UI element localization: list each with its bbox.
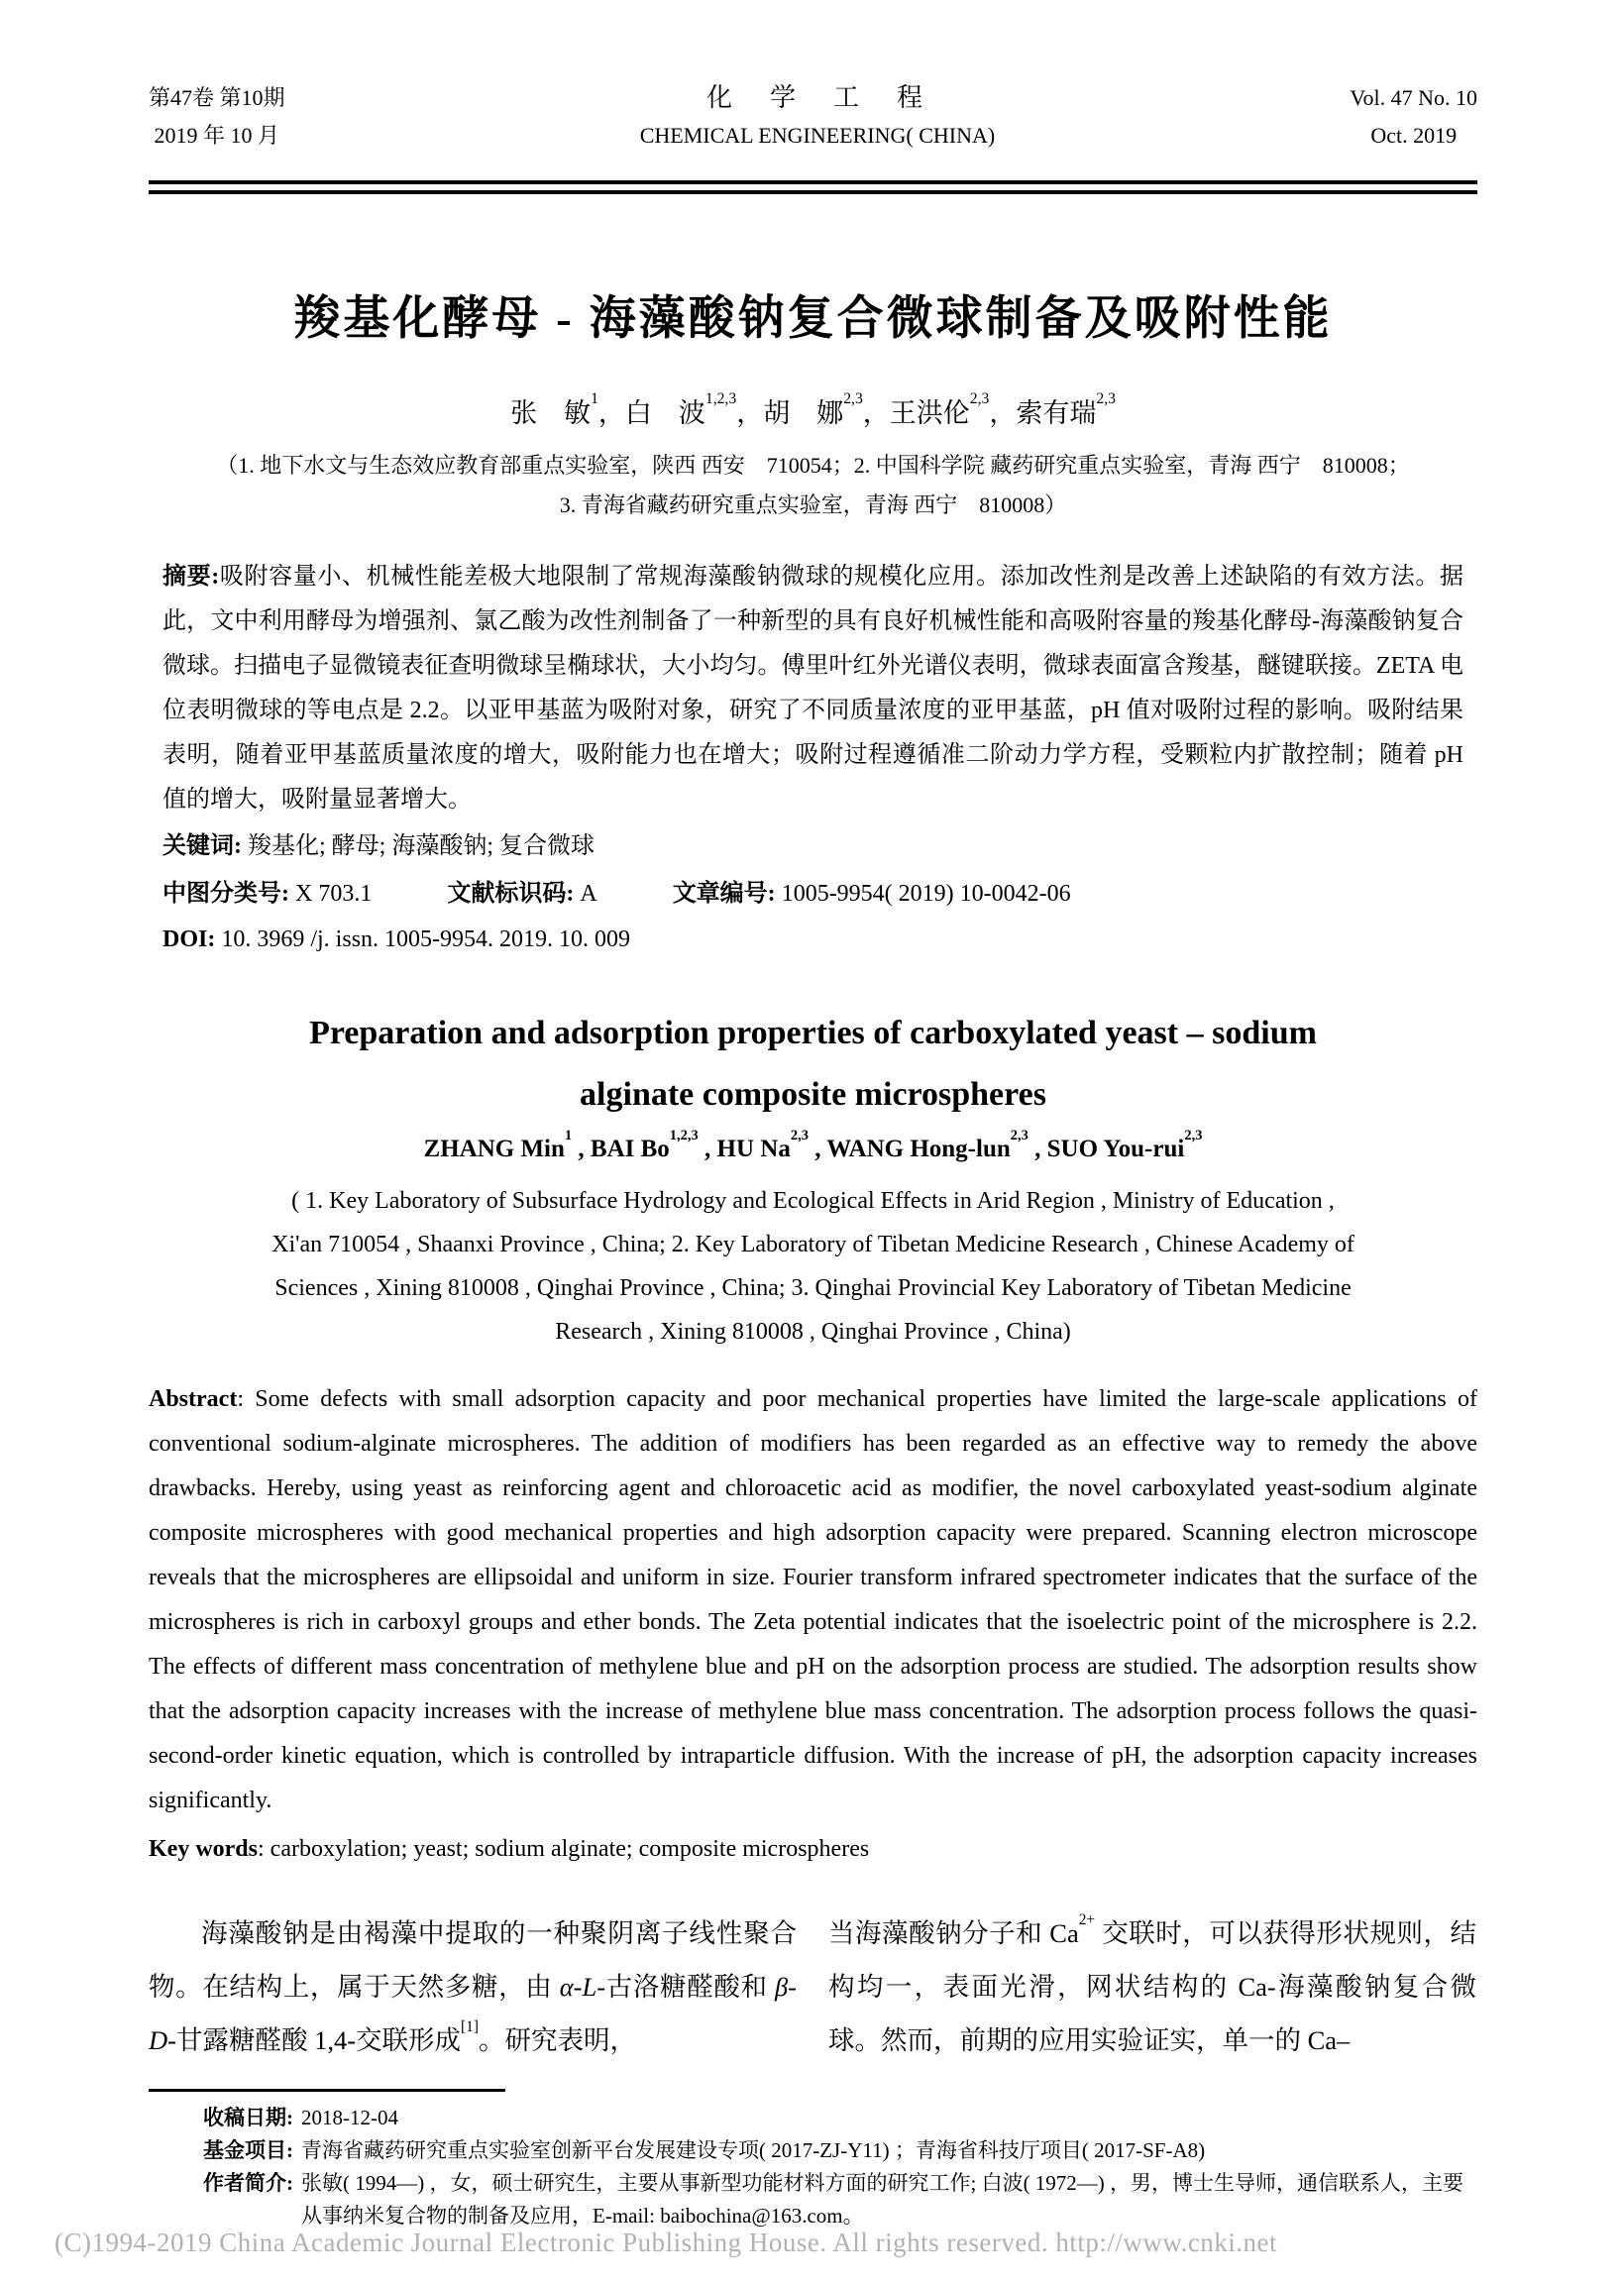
citation-ref: [1] xyxy=(461,2017,479,2035)
affiliation-en-line4: Research , Xining 810008 , Qinghai Province , China) xyxy=(555,1319,1071,1345)
keywords-cn-text: 羧基化; 酵母; 海藻酸钠; 复合微球 xyxy=(248,833,595,859)
classification-line xyxy=(162,874,1463,914)
body-right-paragraph: 当海藻酸钠分子和 $Ca^{2+}$ 交联时，可以获得形状规则，结构均一，表面光滑，网状结构的 Ca-海藻酸钠复合微球。然而，前期的应用实验证实，单一的 Ca– xyxy=(828,1910,1477,2055)
affiliation-cn xyxy=(149,446,1477,525)
author-en: HU Na$^{2,3}$ , xyxy=(716,1127,827,1162)
doi-label: DOI: xyxy=(162,926,216,952)
affiliation-cn-line2: 3. 青海省藏药研究重点实验室，青海 西宁 810008） xyxy=(559,492,1067,517)
authors-cn xyxy=(149,391,1477,430)
author-en: WANG Hong-lun$^{2,3}$ , xyxy=(826,1127,1047,1162)
author-cn: 胡 娜$^{2,3}$， xyxy=(763,390,890,428)
header-double-rule xyxy=(149,180,1477,194)
doi-line xyxy=(162,920,1463,959)
affiliation-en-line2: Xi'an 710054 , Shaanxi Province , China; 2. Key Laboratory of Tibetan Medicine Research , Chinese Academy of xyxy=(271,1232,1354,1257)
doi-value: 10. 3969 /j. issn. 1005-9954. 2019. 10. 009 xyxy=(221,926,631,952)
body-column-right xyxy=(828,1906,1476,2067)
affiliation-en-line3: Sciences , Xining 810008 , Qinghai Province , China; 3. Qinghai Provincial Key Laboratory of Tibetan Medicine xyxy=(274,1275,1352,1301)
footnotes xyxy=(203,2102,1477,2232)
body-left-paragraph: 海藻酸钠是由褐藻中提取的一种聚阴离子线性聚合物。在结构上，属于天然多糖，由 α-L-古洛糖醛酸和 β-D-甘露糖醛酸 1,4-交联形成[1]。研究表明， xyxy=(149,1918,798,2055)
received-date-row: 收稿日期: 2018-12-04 xyxy=(203,2106,398,2129)
article-title-en-line1: Preparation and adsorption properties of carboxylated yeast – sodium xyxy=(309,1015,1317,1051)
abstract-cn-label: 摘要: xyxy=(162,564,220,590)
affiliation-en xyxy=(149,1179,1477,1354)
article-title-cn: 羧基化酵母 - 海藻酸钠复合微球制备及吸附性能 xyxy=(293,293,1333,345)
affiliation-cn-line1: （1. 地下水文与生态效应教育部重点实验室，陕西 西安 710054；2. 中国科学院 藏药研究重点实验室，青海 西宁 810008； xyxy=(216,453,1410,478)
footnote-rule xyxy=(149,2089,505,2092)
author-cn: 张 敏$^1$， xyxy=(510,390,625,428)
keywords-cn xyxy=(162,826,1463,866)
author-cn: 白 波$^{1,2,3}$， xyxy=(624,390,764,428)
header-left xyxy=(149,79,285,155)
authors-en xyxy=(149,1127,1477,1163)
author-cn: 索有瑞$^{2,3}$ xyxy=(1016,390,1116,428)
cnki-watermark: (C)1994-2019 China Academic Journal Electronic Publishing House. All rights reserved. http://www.cnki.net xyxy=(54,2228,1278,2257)
author-cn: 王洪伦$^{2,3}$， xyxy=(889,390,1017,428)
abstract-en-label: Abstract xyxy=(149,1386,238,1412)
keywords-en xyxy=(149,1829,1477,1869)
body-column-left xyxy=(149,1906,797,2067)
abstract-cn-text: 吸附容量小、机械性能差极大地限制了常规海藻酸钠微球的规模化应用。添加改性剂是改善上述缺陷的有效方法。据此，文中利用酵母为增强剂、氯乙酸为改性剂制备了一种新型的具有良好机械性能和高吸附容量的羧基化酵母-海藻酸钠复合微球。扫描电子显微镜表征查明微球呈椭球状，大小均匀。傅里叶红外光谱仪表明，微球表面富含羧基，醚键联接。ZETA 电位表明微球的等电点是 2.2。以亚甲基蓝为吸附对象，研究了不同质量浓度的亚甲基蓝，pH 值对吸附过程的影响。吸附结果表明，随着亚甲基蓝质量浓度的增大，吸附能力也在增大；吸附过程遵循准二阶动力学方程，受颗粒内扩散控制；随着 pH 值的增大，吸附量显著增大。 xyxy=(162,564,1464,813)
abstract-en xyxy=(149,1377,1477,1823)
author-bio-row: 作者简介: 张敏( 1994—) ，女，硕士研究生，主要从事新型功能材料方面的研究工作; 白波( 1972—) ，男，博士生导师，通信联系人，主要从事纳米复合物的制备及应用，E-mail: baibochina@163.com。 xyxy=(203,2171,1464,2228)
header-right xyxy=(1350,79,1477,155)
body-columns xyxy=(149,1906,1477,2067)
volume-issue-cn: 第47卷 第10期 xyxy=(149,85,285,110)
author-en: ZHANG Min$^1$ , xyxy=(423,1127,591,1162)
article-title-en-line2: alginate composite microspheres xyxy=(580,1076,1046,1113)
journal-title-cn: 化 学 工 程 xyxy=(705,83,928,112)
journal-header xyxy=(149,79,1477,155)
article-title-en xyxy=(149,1003,1477,1126)
volume-issue-en: Vol. 47 No. 10 xyxy=(1350,85,1477,110)
abstract-cn xyxy=(162,555,1463,822)
abstract-en-text: : Some defects with small adsorption capacity and poor mechanical properties have limited the large-scale applications of conventional sodium-alginate microspheres. The addition of modifiers has been regarded as an effective way to remedy the above drawbacks. Hereby, using yeast as reinforcing agent and chloroacetic acid as modifier, the novel carboxylated yeast-sodium alginate composite microspheres with good mechanical properties and high adsorption capacity were prepared. Scanning electron microscope reveals that the microspheres are ellipsoidal and uniform in size. Fourier transform infrared spectrometer indicates that the surface of the microspheres is rich in carboxyl groups and ether bonds. The Zeta potential indicates that the isoelectric point of the microsphere is 2.2. The effects of different mass concentration of methylene blue and pH on the adsorption process are studied. The adsorption results show that the adsorption capacity increases with the increase of methylene blue mass concentration. The adsorption process follows the quasi-second-order kinetic equation, which is controlled by intraparticle diffusion. With the increase of pH, the adsorption capacity increases significantly. xyxy=(149,1386,1477,1813)
journal-title-en: CHEMICAL ENGINEERING( CHINA) xyxy=(639,123,996,148)
fund-project-row: 基金项目: 青海省藏药研究重点实验室创新平台发展建设专项( 2017-ZJ-Y11) ；青海省科技厅项目( 2017-SF-A8) xyxy=(203,2138,1206,2162)
keywords-en-label: Key words xyxy=(149,1836,258,1862)
header-center xyxy=(640,79,995,155)
author-en: SUO You-rui$^{2,3}$ xyxy=(1046,1127,1203,1162)
author-en: BAI Bo$^{1,2,3}$ , xyxy=(590,1127,717,1162)
article-id-pair: 文章编号: 1005-9954( 2019) 10-0042-06 xyxy=(672,881,1071,907)
keywords-en-text: : carboxylation; yeast; sodium alginate; composite microspheres xyxy=(258,1836,870,1862)
doc-code-pair: 文献标识码: A xyxy=(447,881,597,907)
keywords-cn-label: 关键词: xyxy=(162,833,242,859)
date-en: Oct. 2019 xyxy=(1370,123,1458,148)
date-cn: 2019 年 10 月 xyxy=(154,123,280,148)
clc-pair: 中图分类号: X 703.1 xyxy=(162,881,373,907)
affiliation-en-line1: ( 1. Key Laboratory of Subsurface Hydrology and Ecological Effects in Arid Region , Ministry of Education , xyxy=(291,1188,1335,1214)
